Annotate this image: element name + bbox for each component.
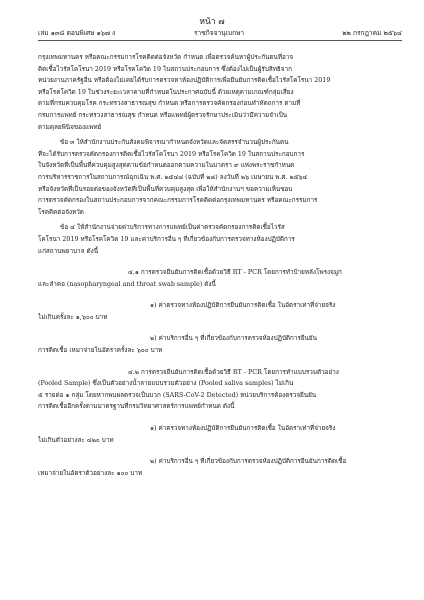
list-item-continuation: เหมาจ่ายในอัตราตัวอย่างละ ๑๐๐ บาท <box>38 469 143 477</box>
section-4-1-heading: ๔.๑ การตรวจยืนยันการติดเชื้อด้วยวิธี RT - PCR โดยการทำป้ายหลังโพรงจมูก <box>128 269 342 277</box>
body-line: หรือโรคโควิด 19 ในช่วงระยะเวลาตามที่กำหนดในประกาศฉบับนี้ ด้วยเหตุตามเกณฑ์กลุ่มเสี่ยง <box>38 88 294 96</box>
body-line: การติดเชื้ออีกครั้งตามมาตรฐานที่กรมวิทยาศาสตร์การแพทย์กำหนด ดังนี้ <box>38 403 235 411</box>
body-line: โรคติดต่อจังหวัด <box>38 208 84 216</box>
clause-3-heading: ข้อ ๓ ให้สำนักงานประกันสังคมพิจารณากำหนดจังหวัดและจัดสรรจำนวนผู้ประกันตน <box>60 139 289 147</box>
body-line: ติดเชื้อไวรัสโคโรนา 2019 หรือโรคโควิด 19 ในสถานประกอบการ ซึ่งต้องไม่เป็นผู้รับสิทธิจาก <box>38 65 292 73</box>
body-line: การตรวจคัดกรองในสถานประกอบการจากคณะกรรมการโรคติดต่อกรุงเทพมหานคร หรือคณะกรรมการ <box>38 197 318 205</box>
list-item: ๑) ค่าตรวจทางห้องปฏิบัติการยืนยันการติดเชื้อ ในอัตราเท่าที่จ่ายจริง <box>150 425 336 433</box>
body-line: กรมการแพทย์ กระทรวงสาธารณสุข กำหนด หรือแพทย์ผู้ตรวจรักษาประเมินว่ามีความจำเป็น <box>38 111 288 119</box>
body-line: (Pooled Sample) ซึ่งเป็นตัวอย่างน้ำลายแบบรวมตัวอย่าง (Pooled saliva samples) ไม่เกิน <box>38 380 294 388</box>
body-line: กรุงเทพมหานคร หรือคณะกรรมการโรคติดต่อจังหวัด กำหนด เพื่อตรวจค้นหาผู้ประกันตนที่อาจ <box>38 54 294 61</box>
list-item-continuation: การติดเชื้อ เหมาจ่ายในอัตราครั้งละ ๖๐๐ บาท <box>38 347 163 355</box>
gazette-header <box>38 27 402 39</box>
list-item: ๑) ค่าตรวจทางห้องปฏิบัติการยืนยันการติดเชื้อ ในอัตราเท่าที่จ่ายจริง <box>150 302 336 310</box>
body-line: ที่จะได้รับการตรวจคัดกรองการติดเชื้อไวรัสโคโรนา 2019 หรือโรคโควิด 19 ในสถานประกอบการ <box>38 150 305 158</box>
list-item: ๒) ค่าบริการอื่น ๆ ที่เกี่ยวข้องกับการตรวจห้องปฏิบัติการยืนยัน <box>150 335 317 343</box>
list-item-continuation: ไม่เกินตัวอย่างละ ๔๒๐ บาท <box>38 436 114 444</box>
body-line: ๕ รายต่อ ๑ กลุ่ม โดยหากพบผลตรวจเป็นบวก (SARS-CoV-2 Detected) หน่วยบริการต้องตรวจยืนยัน <box>38 391 317 399</box>
body-line: ตามดุลยพินิจของแพทย์ <box>38 123 102 131</box>
document-body <box>38 52 402 479</box>
body-line: หน่วยงานภาครัฐอื่น หรือต้องไม่เคยได้รับการตรวจหาห้องปฏิบัติการเพื่อยืนยันการติดเชื้อไวรัสโคโรนา 2019 <box>38 77 331 85</box>
publication-date: ๒๒ กรกฎาคม ๒๕๖๔ <box>342 29 402 37</box>
body-line: โคโรนา 2019 หรือโรคโควิด 19 และค่าบริการอื่น ๆ ที่เกี่ยวข้องกับการตรวจทางห้องปฏิบัติการ <box>38 235 295 243</box>
body-line: และลำคอ (nasopharyngeal and throat swab sample) ดังนี้ <box>38 280 216 288</box>
body-line: การบริหารราชการในสถานการณ์ฉุกเฉิน พ.ศ. ๒๕๔๘ (ฉบับที่ ๒๘) ลงวันที่ ๒๖ เมษายน พ.ศ. ๒๕๖๔ <box>38 173 308 181</box>
body-line: หรือจังหวัดที่เป็นรอยต่อของจังหวัดที่เป็นพื้นที่ควบคุมสูงสุด เพื่อให้สำนักงานฯ ขอความเห็นชอบ <box>38 185 293 193</box>
section-4-2-heading: ๔.๒ การตรวจยืนยันการติดเชื้อด้วยวิธี RT - PCR โดยการทำแบบรวมตัวอย่าง <box>128 368 339 376</box>
volume-info: เล่ม ๑๓๘ ตอนพิเศษ ๑๖๗ ง <box>38 29 116 37</box>
page-number: หน้า ๗ <box>199 17 225 27</box>
header-rule <box>38 40 402 41</box>
clause-4-heading: ข้อ ๔ ให้สำนักงานจ่ายค่าบริการทางการแพทย์เป็นค่าตรวจคัดกรองการติดเชื้อไวรัส <box>60 224 285 232</box>
body-line: ในจังหวัดที่เป็นพื้นที่ควบคุมสูงสุดตามข้อกำหนดออกตามความในมาตรา ๙ แห่งพระราชกำหนด <box>38 162 295 170</box>
body-line: แก่สถานพยาบาล ดังนี้ <box>38 247 99 255</box>
body-line: ตามที่กรมควบคุมโรค กระทรวงสาธารณสุข กำหนด หรือการตรวจคัดกรองก่อนทำหัตถการ ตามที่ <box>38 100 301 108</box>
list-item: ๒) ค่าบริการอื่น ๆ ที่เกี่ยวข้องกับการตรวจห้องปฏิบัติการยืนยันการติดเชื้อ <box>150 458 347 466</box>
publication-name: ราชกิจจานุเบกษา <box>194 29 245 37</box>
list-item-continuation: ไม่เกินครั้งละ ๑,๖๐๐ บาท <box>38 313 108 321</box>
